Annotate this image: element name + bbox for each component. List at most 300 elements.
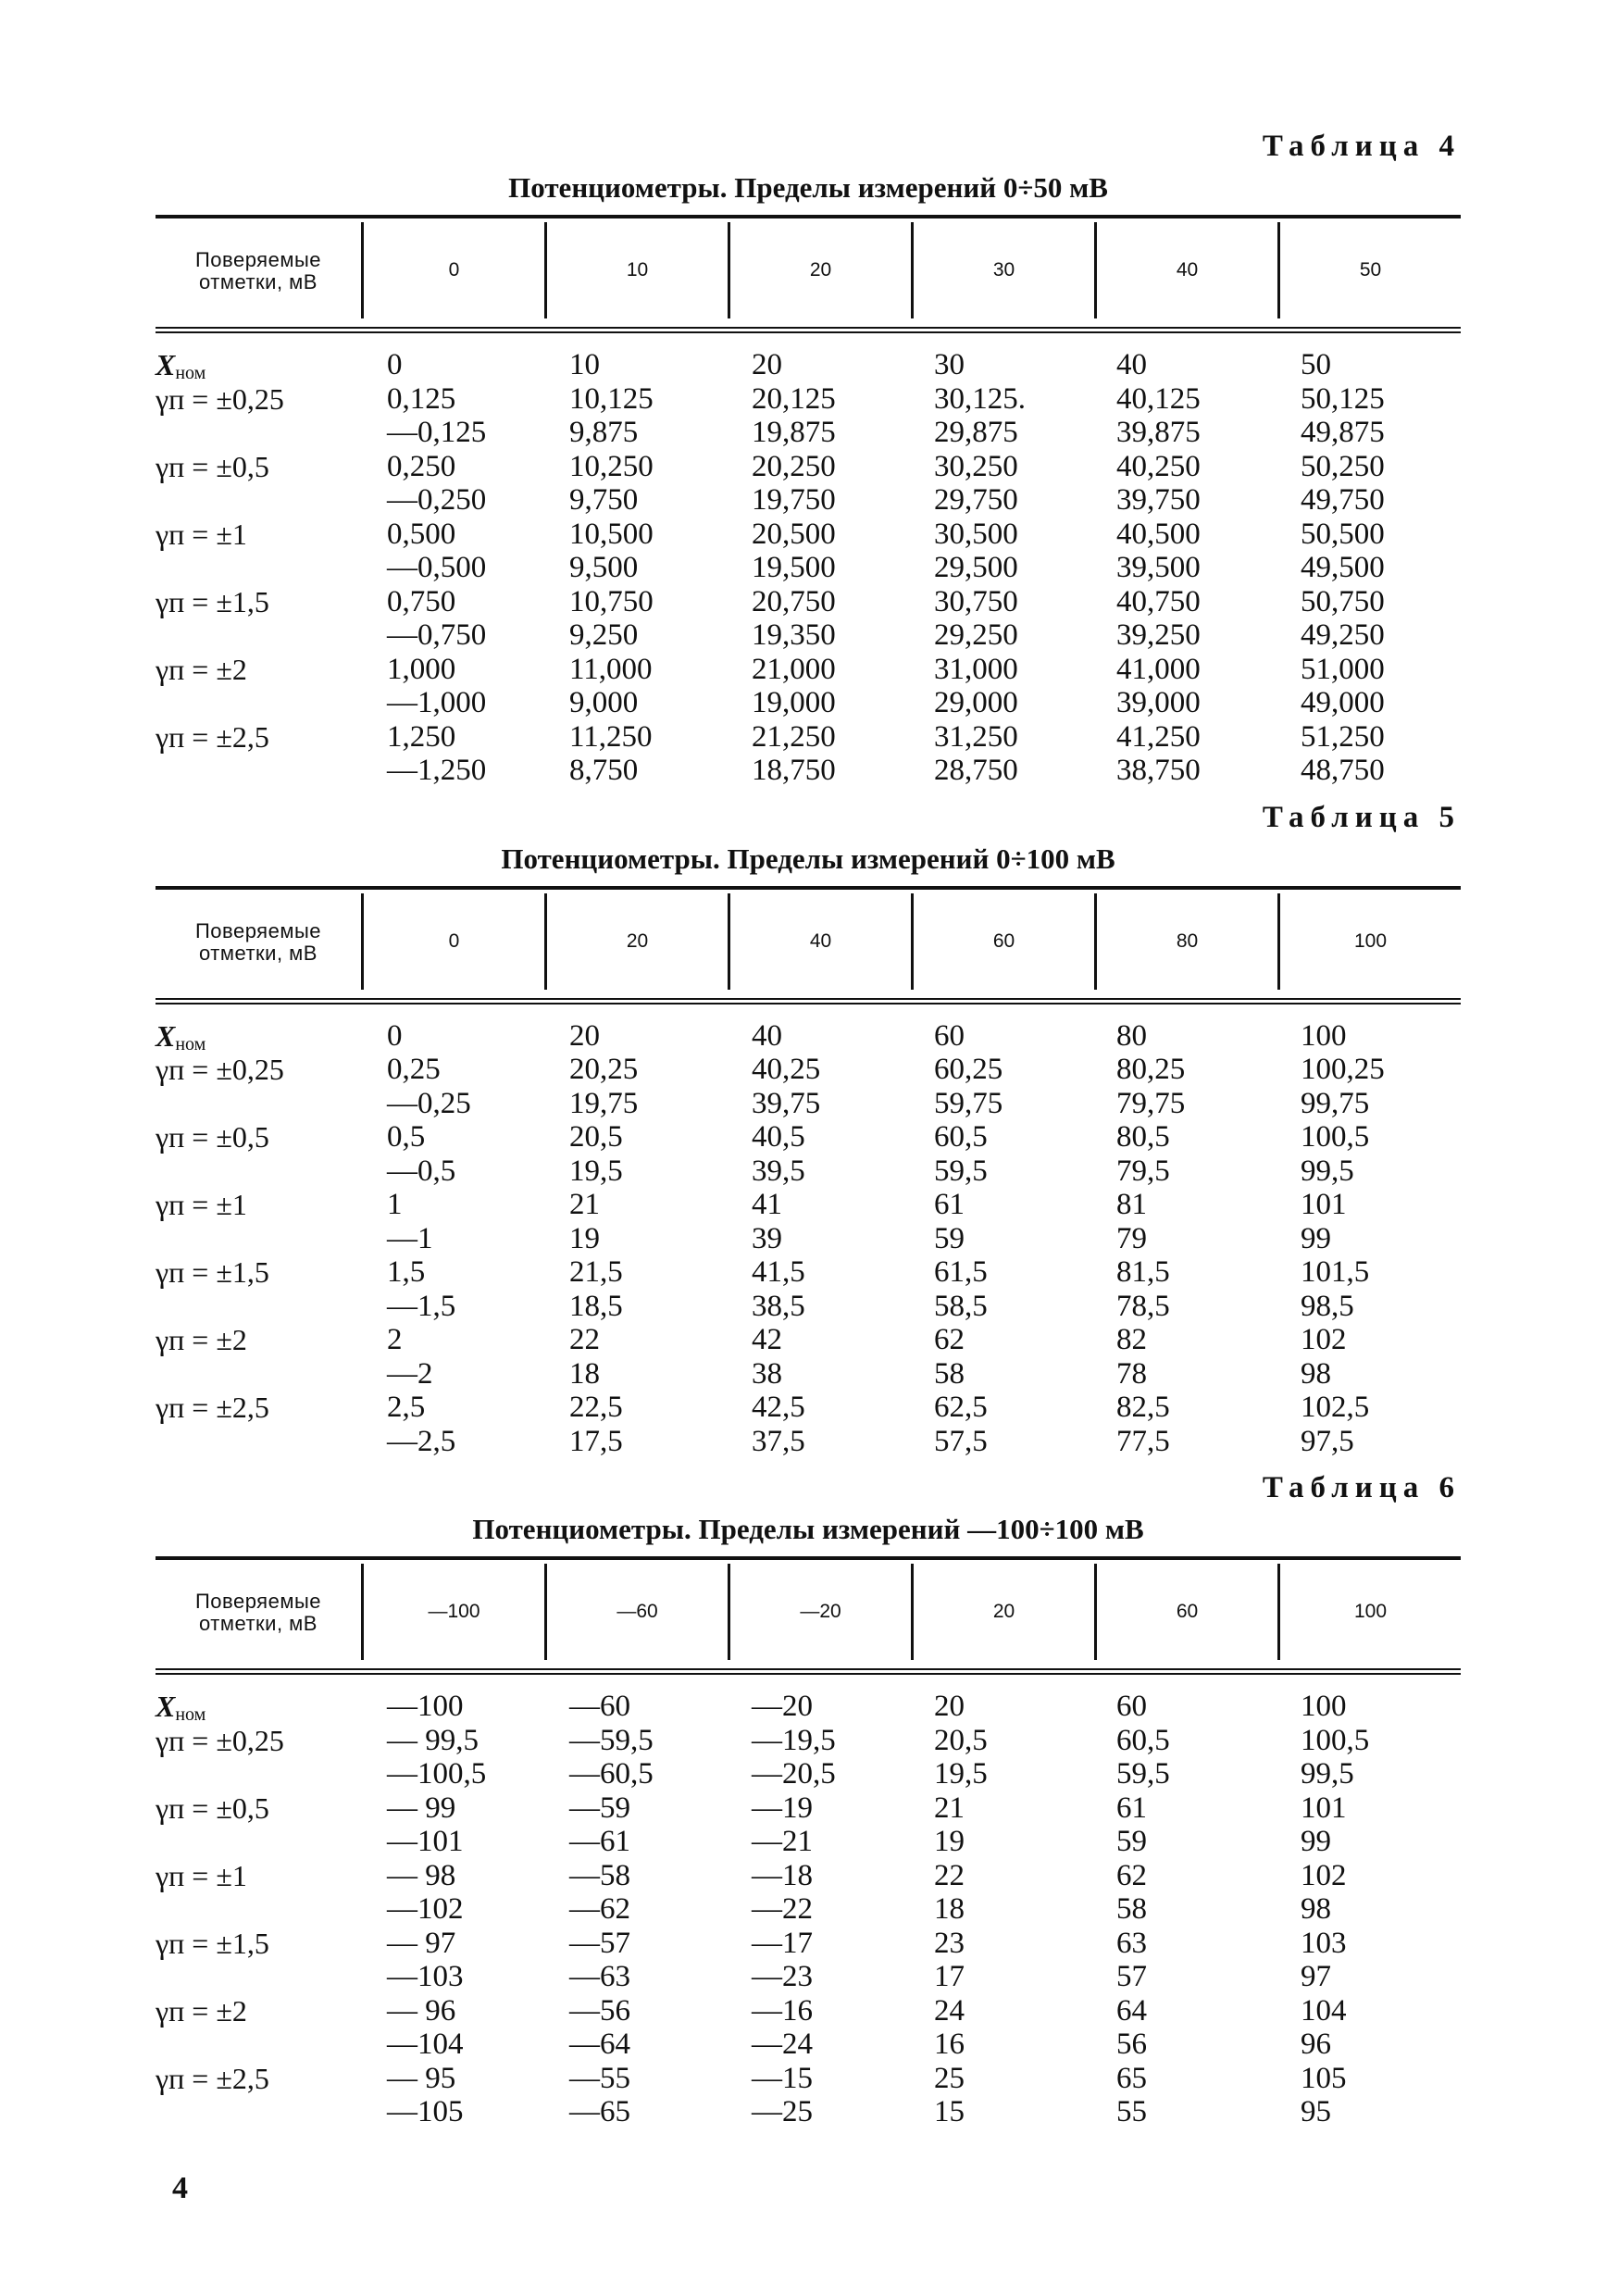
table-row xyxy=(156,1425,1461,1459)
table-cell: —2 xyxy=(387,1356,433,1391)
row-label: γп = ±2 xyxy=(156,652,247,686)
table-cell: 58,5 xyxy=(934,1289,988,1323)
header-cell: 40 xyxy=(1094,222,1277,318)
table-cell: 59,75 xyxy=(934,1086,1003,1120)
table-cell: 80 xyxy=(1116,1018,1147,1053)
table-cell: 9,250 xyxy=(569,618,639,652)
table-row xyxy=(156,585,1461,619)
table-cell: 40,250 xyxy=(1116,449,1201,483)
table-cell: 51,250 xyxy=(1301,719,1385,754)
table-cell: 99 xyxy=(1301,1825,1331,1858)
table-cell: 98 xyxy=(1301,1892,1331,1926)
table-cell: —105 xyxy=(387,2095,464,2128)
table-cell: 51,000 xyxy=(1301,652,1385,686)
table-cell: 82,5 xyxy=(1116,1391,1170,1424)
table-cell: 0 xyxy=(387,348,403,381)
table-cell: 39,5 xyxy=(752,1154,805,1188)
table-row xyxy=(156,1290,1461,1324)
row-label: γп = ±1 xyxy=(156,1188,247,1221)
table-cell: 42 xyxy=(752,1323,782,1356)
table-cell: —62 xyxy=(569,1892,630,1926)
table-cell: 102 xyxy=(1301,1323,1347,1356)
table-row xyxy=(156,686,1461,720)
table-cell: 40,25 xyxy=(752,1053,821,1086)
table-cell: —55 xyxy=(569,2061,630,2095)
header-label-line1: Поверяемые xyxy=(194,1590,322,1613)
row-label-main: X xyxy=(156,348,176,381)
header-double-rule xyxy=(156,1668,1461,1675)
table-row xyxy=(156,754,1461,788)
table-title: Потенциометры. Пределы измерений 0÷50 мВ xyxy=(508,171,1108,204)
table-cell: 22 xyxy=(569,1323,600,1356)
table-cell: 28,750 xyxy=(934,754,1018,787)
table-row xyxy=(156,1690,1461,1724)
table-cell: 10,500 xyxy=(569,517,654,551)
table-cell: 19,75 xyxy=(569,1086,639,1120)
table-cell: 38,5 xyxy=(752,1289,805,1323)
header-cell: 80 xyxy=(1094,893,1277,990)
table-cell: —59,5 xyxy=(569,1723,654,1757)
table-cell: 49,250 xyxy=(1301,618,1385,652)
table-cell: —22 xyxy=(752,1892,813,1926)
table-cell: —16 xyxy=(752,1993,813,2028)
header-cell: 20 xyxy=(544,893,728,990)
table-cell: 30,500 xyxy=(934,517,1018,551)
table-cell: 29,875 xyxy=(934,416,1018,449)
table-row xyxy=(156,1154,1461,1189)
row-label: γп = ±2,5 xyxy=(156,2061,269,2095)
table-cell: —1,000 xyxy=(387,686,487,719)
row-label xyxy=(156,1892,361,1927)
table-cell: 98,5 xyxy=(1301,1289,1354,1323)
table-cell: 20,125 xyxy=(752,381,836,416)
table-cell: 19,5 xyxy=(569,1154,623,1188)
table-body xyxy=(156,1019,1461,1459)
table-cell: 21 xyxy=(569,1188,600,1221)
table-cell: — 99 xyxy=(387,1791,456,1825)
table-cell: 0,125 xyxy=(387,381,456,416)
row-label: γп = ±1,5 xyxy=(156,1926,269,1960)
row-label: γп = ±2,5 xyxy=(156,719,269,754)
table-cell: 30,250 xyxy=(934,449,1018,483)
table-label: Таблица 4 xyxy=(1262,130,1461,163)
table-cell: 60,25 xyxy=(934,1053,1003,1086)
table-cell: 61 xyxy=(934,1188,965,1221)
table-cell: 59,5 xyxy=(1116,1757,1170,1791)
table-cell: 58 xyxy=(934,1356,965,1391)
table-cell: 11,000 xyxy=(569,652,653,686)
row-label xyxy=(156,2028,361,2062)
header-double-rule xyxy=(156,327,1461,333)
table-cell: 24 xyxy=(934,1993,965,2028)
table-cell: —20 xyxy=(752,1690,813,1723)
table-cell: 58 xyxy=(1116,1892,1147,1926)
table-cell: 9,875 xyxy=(569,416,639,449)
table-cell: 65 xyxy=(1116,2061,1147,2095)
table-cell: 17 xyxy=(934,1960,965,1993)
table-cell: 20,25 xyxy=(569,1053,639,1086)
table-cell: —100 xyxy=(387,1690,464,1723)
table-cell: —60,5 xyxy=(569,1757,654,1791)
table-cell: —21 xyxy=(752,1825,813,1858)
table-cell: —56 xyxy=(569,1993,630,2028)
table-cell: 21 xyxy=(934,1791,965,1825)
table-cell: 19,350 xyxy=(752,618,836,652)
row-label xyxy=(156,1222,361,1256)
table-cell: 80,5 xyxy=(1116,1120,1170,1154)
table-row xyxy=(156,1255,1461,1290)
table-cell: 82 xyxy=(1116,1323,1147,1356)
table-cell: 40,5 xyxy=(752,1120,805,1154)
table-cell: 50,750 xyxy=(1301,584,1385,618)
table-cell: —0,750 xyxy=(387,618,487,652)
table-cell: 60 xyxy=(1116,1690,1147,1723)
table-cell: 9,500 xyxy=(569,551,639,584)
table-cell: 30 xyxy=(934,348,965,381)
table-cell: 95 xyxy=(1301,2095,1331,2128)
table-row xyxy=(156,2062,1461,2096)
table-cell: 9,000 xyxy=(569,686,639,719)
table-cell: 20 xyxy=(752,348,782,381)
header-double-rule xyxy=(156,998,1461,1004)
table-label: Таблица 5 xyxy=(1262,800,1461,834)
table-cell: —2,5 xyxy=(387,1424,456,1458)
row-label-subscript: ном xyxy=(175,1704,206,1725)
table-cell: 80,25 xyxy=(1116,1053,1186,1086)
table-cell: 57,5 xyxy=(934,1424,988,1458)
table-row xyxy=(156,382,1461,417)
table-cell: 29,250 xyxy=(934,618,1018,652)
table-cell: 81 xyxy=(1116,1188,1147,1221)
table-cell: 48,750 xyxy=(1301,754,1385,787)
table-cell: 37,5 xyxy=(752,1424,805,1458)
table-cell: 64 xyxy=(1116,1993,1147,2028)
table-row xyxy=(156,518,1461,552)
table-cell: 100,25 xyxy=(1301,1053,1385,1086)
table-cell: 39,500 xyxy=(1116,551,1201,584)
header-label-line2: отметки, мВ xyxy=(199,941,318,965)
document-page xyxy=(156,126,1461,2129)
table-cell: 10,125 xyxy=(569,381,654,416)
table-row xyxy=(156,1927,1461,1961)
table-cell: 2,5 xyxy=(387,1391,426,1424)
table-cell: —18 xyxy=(752,1858,813,1892)
table-cell: 0 xyxy=(387,1018,403,1053)
table-row xyxy=(156,1859,1461,1893)
table-cell: —64 xyxy=(569,2028,630,2061)
row-label: γп = ±0,5 xyxy=(156,1120,269,1154)
table-cell: — 95 xyxy=(387,2061,456,2095)
header-cell: —100 xyxy=(361,1564,544,1660)
table-row xyxy=(156,1019,1461,1054)
table-cell: 18,5 xyxy=(569,1289,623,1323)
table-cell: — 96 xyxy=(387,1993,456,2028)
table-cell: —24 xyxy=(752,2028,813,2061)
table-cell: 17,5 xyxy=(569,1424,623,1458)
table-cell: —15 xyxy=(752,2061,813,2095)
table-cell: 15 xyxy=(934,2095,965,2128)
table-cell: 40,500 xyxy=(1116,517,1201,551)
table-cell: 20,5 xyxy=(569,1120,623,1154)
table-cell: 104 xyxy=(1301,1993,1347,2028)
table-cell: 60 xyxy=(934,1018,965,1053)
table-cell: 59 xyxy=(1116,1825,1147,1858)
table-cell: 31,250 xyxy=(934,719,1018,754)
table-row xyxy=(156,1757,1461,1791)
table-row xyxy=(156,653,1461,687)
table-cell: 22,5 xyxy=(569,1391,623,1424)
table-cell: —0,5 xyxy=(387,1154,456,1188)
header-cell: 10 xyxy=(544,222,728,318)
table-cell: 97 xyxy=(1301,1960,1331,1993)
row-label: γп = ±0,25 xyxy=(156,1723,284,1757)
table-cell: 2 xyxy=(387,1323,403,1356)
table-row xyxy=(156,618,1461,653)
table-cell: —101 xyxy=(387,1825,464,1858)
table-cell: —0,25 xyxy=(387,1086,471,1120)
table-cell: 103 xyxy=(1301,1926,1347,1960)
table-cell: 19 xyxy=(569,1221,600,1255)
table-row xyxy=(156,1892,1461,1927)
table-cell: 41,250 xyxy=(1116,719,1201,754)
table-row xyxy=(156,1357,1461,1391)
row-label xyxy=(156,1960,361,1994)
header-cell: 20 xyxy=(911,1564,1094,1660)
table-cell: — 98 xyxy=(387,1858,456,1892)
table-cell: 20,500 xyxy=(752,517,836,551)
table-row xyxy=(156,1120,1461,1154)
table-row xyxy=(156,416,1461,450)
header-cell: 50 xyxy=(1277,222,1461,318)
table-cell: 19,750 xyxy=(752,483,836,517)
row-label xyxy=(156,754,361,788)
table-cell: 102 xyxy=(1301,1858,1347,1892)
table-5 xyxy=(156,797,1461,1459)
row-label: γп = ±2,5 xyxy=(156,1391,269,1424)
header-cell: 60 xyxy=(1094,1564,1277,1660)
table-label: Таблица 6 xyxy=(1262,1471,1461,1504)
table-body xyxy=(156,1690,1461,2129)
table-cell: —63 xyxy=(569,1960,630,1993)
row-label-subscript: ном xyxy=(175,1033,206,1054)
table-cell: 50,125 xyxy=(1301,381,1385,416)
table-cell: 40,125 xyxy=(1116,381,1201,416)
row-label xyxy=(156,2095,361,2129)
table-cell: 50,250 xyxy=(1301,449,1385,483)
table-cell: 40,750 xyxy=(1116,584,1201,618)
table-cell: —0,500 xyxy=(387,551,487,584)
row-label xyxy=(156,483,361,518)
table-cell: —61 xyxy=(569,1825,630,1858)
row-label: γп = ±0,25 xyxy=(156,381,284,416)
table-cell: 23 xyxy=(934,1926,965,1960)
table-cell: 40 xyxy=(1116,348,1147,381)
table-cell: 99,5 xyxy=(1301,1154,1354,1188)
table-header xyxy=(156,886,1461,995)
table-cell: 18,750 xyxy=(752,754,836,787)
table-cell: 96 xyxy=(1301,2028,1331,2061)
table-cell: —65 xyxy=(569,2095,630,2128)
table-cell: 59 xyxy=(934,1221,965,1255)
table-cell: 39,75 xyxy=(752,1086,821,1120)
table-4 xyxy=(156,126,1461,788)
table-cell: 79,75 xyxy=(1116,1086,1186,1120)
header-label xyxy=(156,1560,361,1666)
row-label xyxy=(156,618,361,653)
table-cell: 16 xyxy=(934,2028,965,2061)
row-label-subscript: ном xyxy=(175,363,206,383)
row-label xyxy=(156,1357,361,1391)
row-label xyxy=(156,416,361,450)
table-cell: 78,5 xyxy=(1116,1289,1170,1323)
table-cell: 100,5 xyxy=(1301,1120,1370,1154)
table-cell: 39,750 xyxy=(1116,483,1201,517)
table-cell: 25 xyxy=(934,2061,965,2095)
table-row xyxy=(156,1724,1461,1758)
row-label xyxy=(156,1019,361,1054)
table-cell: 59,5 xyxy=(934,1154,988,1188)
table-cell: 61 xyxy=(1116,1791,1147,1825)
table-cell: 100 xyxy=(1301,1690,1347,1723)
table-cell: 81,5 xyxy=(1116,1255,1170,1289)
table-cell: —1,5 xyxy=(387,1289,456,1323)
table-cell: —59 xyxy=(569,1791,630,1825)
row-label xyxy=(156,1757,361,1791)
row-label xyxy=(156,348,361,382)
row-label xyxy=(156,1087,361,1121)
header-cell: 40 xyxy=(728,893,911,990)
table-6 xyxy=(156,1467,1461,2129)
table-cell: 31,000 xyxy=(934,652,1018,686)
table-row xyxy=(156,1188,1461,1222)
table-row xyxy=(156,450,1461,484)
table-cell: —0,125 xyxy=(387,416,487,449)
table-cell: —17 xyxy=(752,1926,813,1960)
table-cell: 57 xyxy=(1116,1960,1147,1993)
header-cell: —60 xyxy=(544,1564,728,1660)
table-row xyxy=(156,1960,1461,1994)
table-row xyxy=(156,2095,1461,2129)
table-cell: —19,5 xyxy=(752,1723,836,1757)
table-cell: —0,250 xyxy=(387,483,487,517)
header-label-line1: Поверяемые xyxy=(194,918,322,942)
table-cell: 49,500 xyxy=(1301,551,1385,584)
table-cell: 10,750 xyxy=(569,584,654,618)
table-header xyxy=(156,1556,1461,1666)
table-cell: 79 xyxy=(1116,1221,1147,1255)
row-label: γп = ±0,25 xyxy=(156,1053,284,1086)
table-cell: 19,000 xyxy=(752,686,836,719)
table-row xyxy=(156,551,1461,585)
table-cell: 61,5 xyxy=(934,1255,988,1289)
table-cell: 49,875 xyxy=(1301,416,1385,449)
table-cell: 21,000 xyxy=(752,652,836,686)
table-cell: —20,5 xyxy=(752,1757,836,1791)
table-row xyxy=(156,1323,1461,1357)
table-cell: 102,5 xyxy=(1301,1391,1370,1424)
table-cell: 99,75 xyxy=(1301,1086,1370,1120)
table-cell: 0,250 xyxy=(387,449,456,483)
table-cell: 63 xyxy=(1116,1926,1147,1960)
header-label xyxy=(156,890,361,995)
table-cell: 1,5 xyxy=(387,1255,426,1289)
header-cell: 100 xyxy=(1277,1564,1461,1660)
table-cell: 40 xyxy=(752,1018,782,1053)
table-cell: 98 xyxy=(1301,1356,1331,1391)
table-cell: 19,5 xyxy=(934,1757,988,1791)
table-row xyxy=(156,1222,1461,1256)
table-cell: 10,250 xyxy=(569,449,654,483)
table-cell: 99,5 xyxy=(1301,1757,1354,1791)
header-cell: 30 xyxy=(911,222,1094,318)
table-cell: 41 xyxy=(752,1188,782,1221)
table-cell: 101 xyxy=(1301,1791,1347,1825)
table-cell: 9,750 xyxy=(569,483,639,517)
table-cell: 19,875 xyxy=(752,416,836,449)
table-row xyxy=(156,1825,1461,1859)
row-label: γп = ±2 xyxy=(156,1993,247,2028)
row-label-main: X xyxy=(156,1690,176,1723)
header-cell: 0 xyxy=(361,222,544,318)
table-cell: 19 xyxy=(934,1825,965,1858)
table-row xyxy=(156,483,1461,518)
row-label: γп = ±1 xyxy=(156,517,247,551)
table-cell: 77,5 xyxy=(1116,1424,1170,1458)
row-label: γп = ±1,5 xyxy=(156,1255,269,1289)
row-label xyxy=(156,1825,361,1859)
table-cell: —103 xyxy=(387,1960,464,1993)
row-label xyxy=(156,1154,361,1189)
table-cell: —57 xyxy=(569,1926,630,1960)
table-cell: 60,5 xyxy=(934,1120,988,1154)
header-cell: —20 xyxy=(728,1564,911,1660)
table-cell: —58 xyxy=(569,1858,630,1892)
table-cell: 39,250 xyxy=(1116,618,1201,652)
table-cell: 1 xyxy=(387,1188,403,1221)
header-cell: 20 xyxy=(728,222,911,318)
table-cell: 38 xyxy=(752,1356,782,1391)
table-header xyxy=(156,215,1461,324)
table-cell: — 99,5 xyxy=(387,1723,479,1757)
table-cell: 20 xyxy=(569,1018,600,1053)
table-cell: —23 xyxy=(752,1960,813,1993)
table-cell: 56 xyxy=(1116,2028,1147,2061)
header-cell: 0 xyxy=(361,893,544,990)
table-cell: —19 xyxy=(752,1791,813,1825)
table-cell: 29,500 xyxy=(934,551,1018,584)
table-cell: 101 xyxy=(1301,1188,1347,1221)
row-label xyxy=(156,551,361,585)
table-cell: 101,5 xyxy=(1301,1255,1370,1289)
table-row xyxy=(156,720,1461,755)
row-label: γп = ±1,5 xyxy=(156,584,269,618)
table-row xyxy=(156,1391,1461,1425)
header-label-line1: Поверяемые xyxy=(194,248,322,271)
table-row xyxy=(156,348,1461,382)
table-cell: 30,125. xyxy=(934,381,1026,416)
table-cell: —102 xyxy=(387,1892,464,1926)
table-cell: —100,5 xyxy=(387,1757,487,1791)
table-cell: 38,750 xyxy=(1116,754,1201,787)
table-cell: 21,5 xyxy=(569,1255,623,1289)
table-cell: 60,5 xyxy=(1116,1723,1170,1757)
page-number: 4 xyxy=(172,2171,188,2205)
table-cell: 41,000 xyxy=(1116,652,1201,686)
header-cell: 100 xyxy=(1277,893,1461,990)
table-cell: 30,750 xyxy=(934,584,1018,618)
row-label: γп = ±0,5 xyxy=(156,449,269,483)
table-body xyxy=(156,348,1461,788)
